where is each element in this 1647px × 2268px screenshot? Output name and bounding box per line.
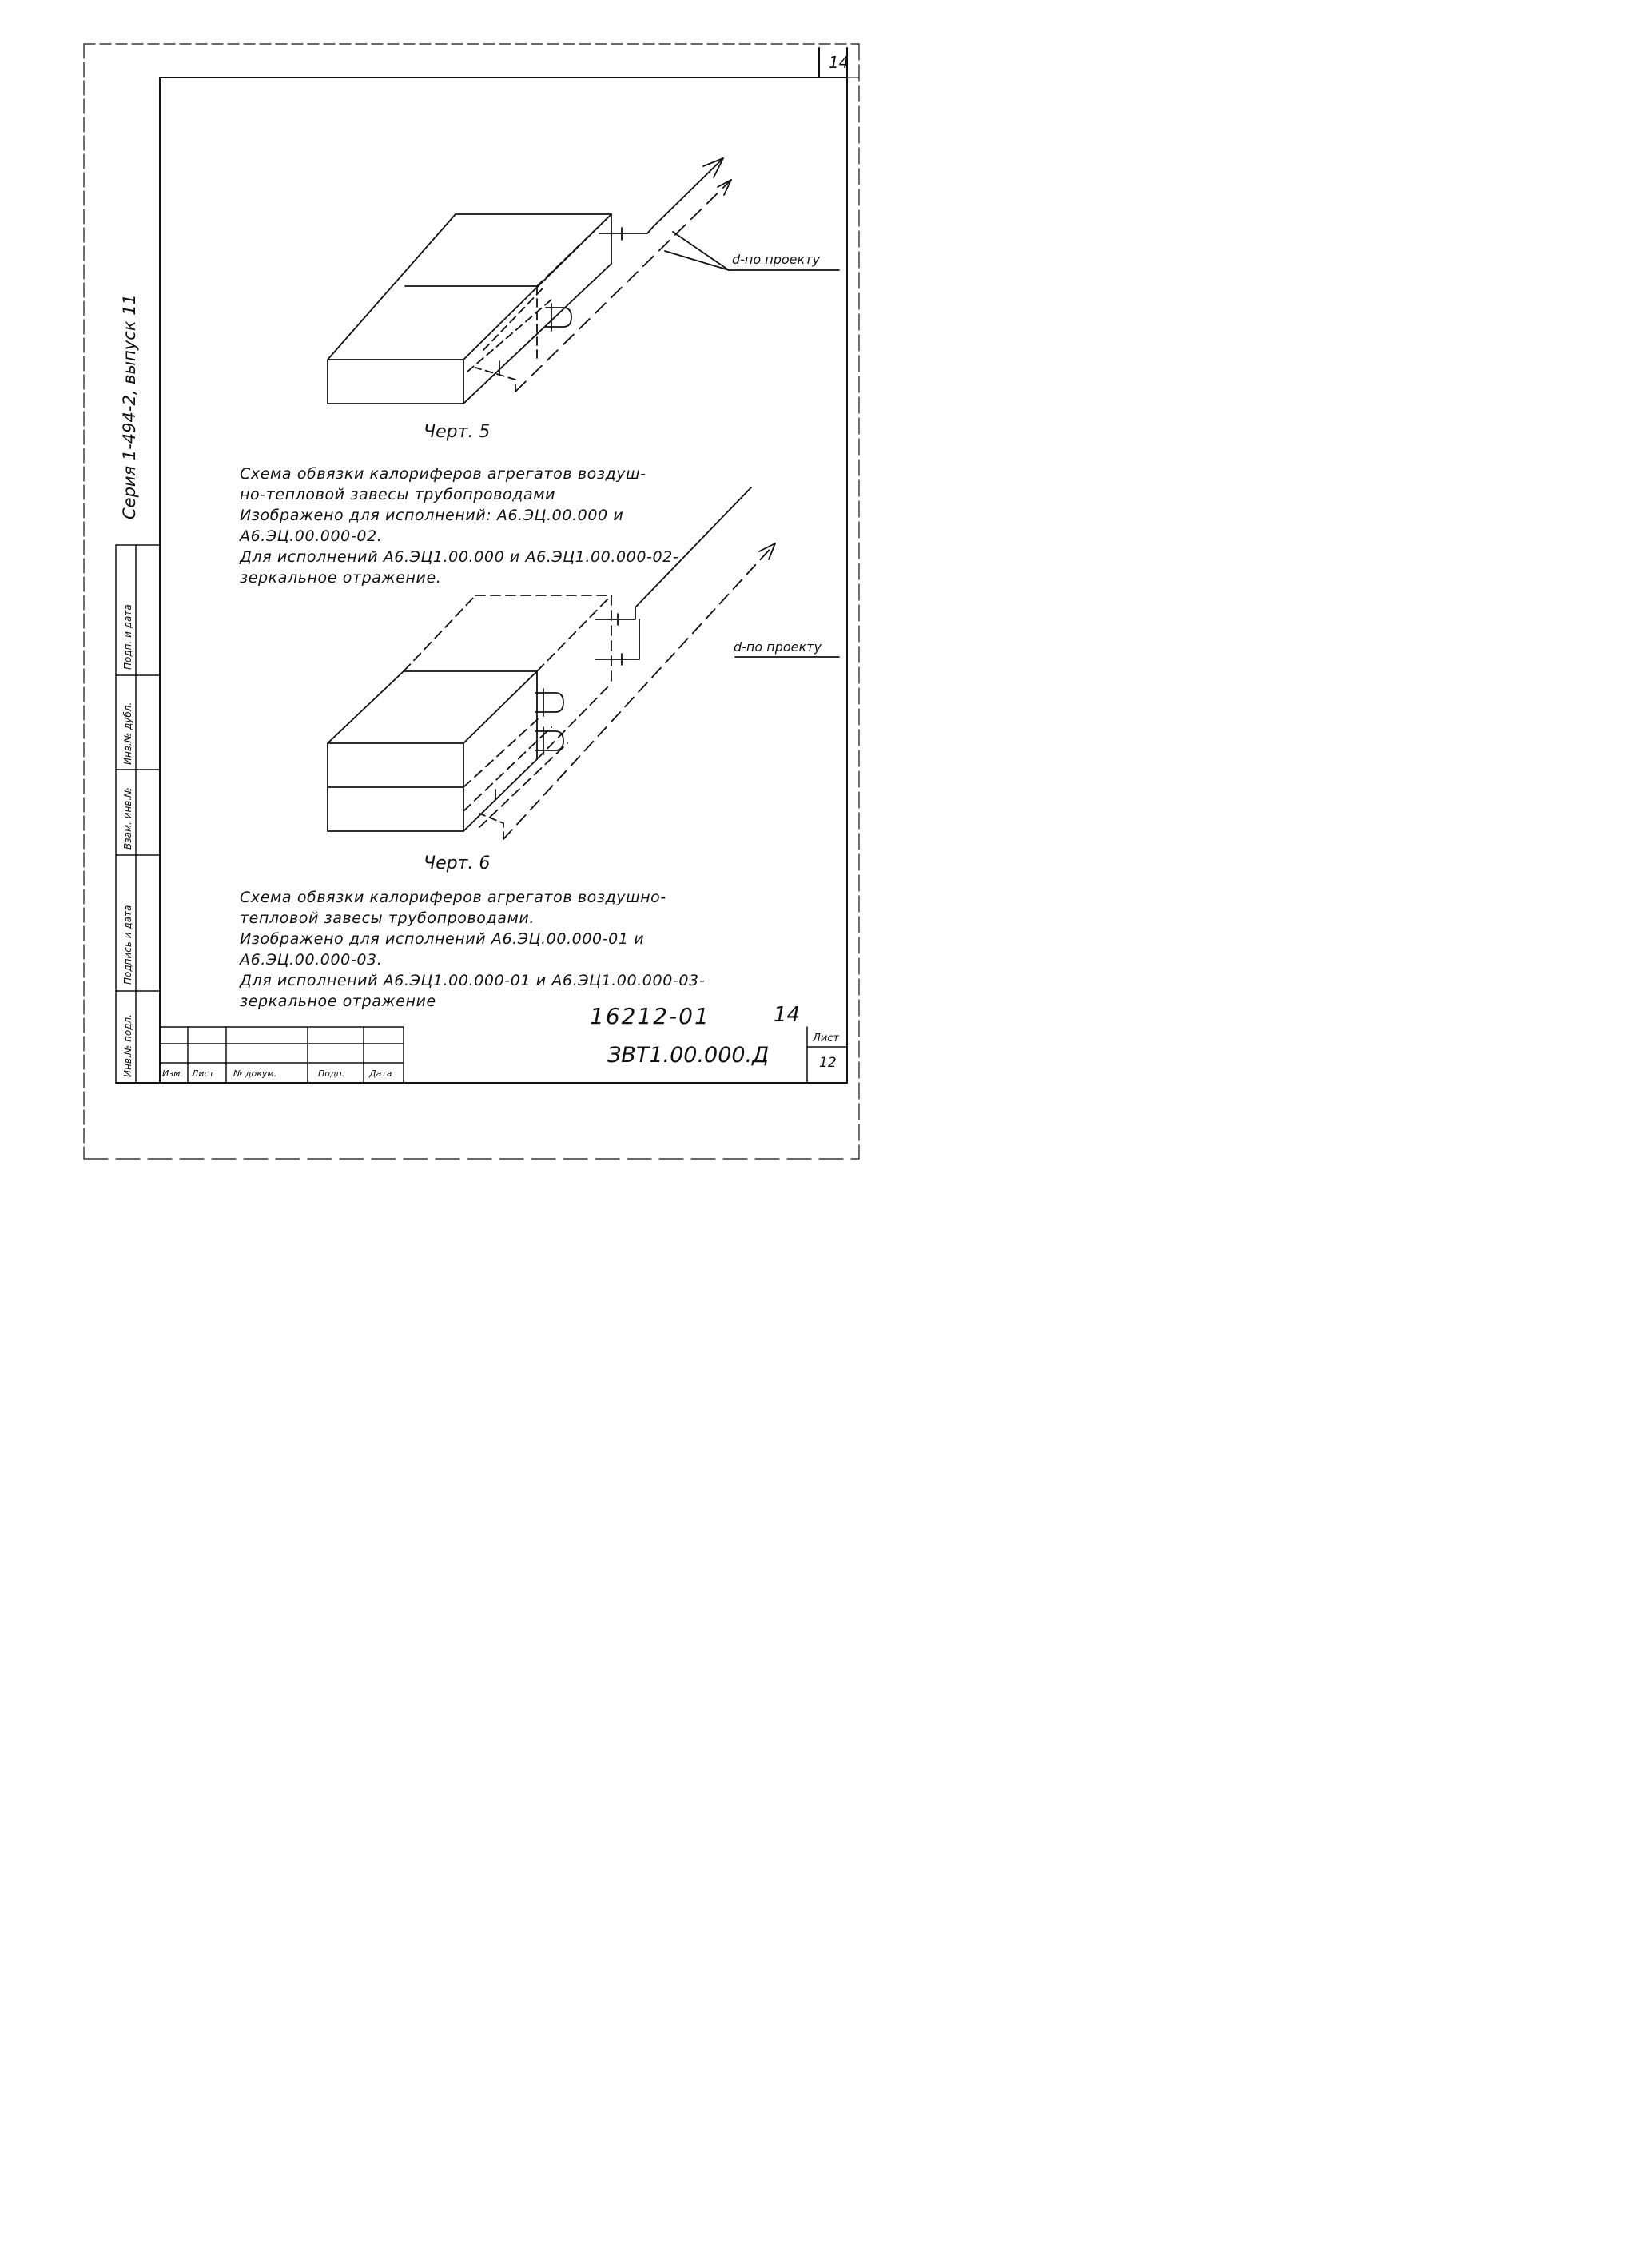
- title-col-label: Дата: [369, 1068, 392, 1079]
- description-line: Для исполнений А6.ЭЦ1.00.000 и А6.ЭЦ1.00.000-02-: [240, 548, 679, 566]
- drawing-6-caption: Черт. 6: [424, 853, 491, 873]
- description-line: Схема обвязки калориферов агрегатов воздушно-: [240, 889, 666, 906]
- side-stamp-cell: Инв.№ подл.: [122, 1014, 133, 1077]
- drawing-5-description: [240, 464, 678, 588]
- cipher: 16212-01: [590, 1003, 710, 1029]
- side-stamp-cell: Подпись и дата: [122, 905, 133, 985]
- title-col-label: Изм.: [162, 1068, 183, 1079]
- description-line: Схема обвязки калориферов агрегатов воздуш-: [240, 465, 646, 483]
- cipher-sheet: 14: [774, 1003, 801, 1027]
- description-line: А6.ЭЦ.00.000-03.: [240, 951, 383, 969]
- page-number: 14: [829, 53, 849, 72]
- description-line: Изображено для исполнений А6.ЭЦ.00.000-01 и: [240, 930, 645, 948]
- description-line: зеркальное отражение: [240, 993, 436, 1010]
- drawing-5-pipes: [467, 158, 839, 392]
- title-col-label: Подп.: [318, 1068, 345, 1079]
- side-stamp-cell: Взам. инв.№: [122, 787, 133, 850]
- side-stamp-cell: Подп. и дата: [122, 604, 133, 670]
- drawing-6-description: [240, 887, 705, 1012]
- sheet-number: 12: [819, 1055, 837, 1071]
- description-line: Изображено для исполнений: А6.ЭЦ.00.000 и: [240, 507, 624, 524]
- designation: ЗВТ1.00.000.Д: [607, 1043, 770, 1068]
- drawing-6-callout: d-по проекту: [734, 639, 822, 655]
- title-col-label: Лист: [192, 1068, 214, 1079]
- side-stamp-cell: Инв.№ дубл.: [122, 702, 133, 765]
- description-line: А6.ЭЦ.00.000-02.: [240, 527, 383, 545]
- title-col-label: № докум.: [233, 1068, 277, 1079]
- description-line: Для исполнений А6.ЭЦ1.00.000-01 и А6.ЭЦ1.00.000-03-: [240, 972, 706, 989]
- description-line: но-тепловой завесы трубопроводами: [240, 486, 556, 503]
- drawing-5-callout: d-по проекту: [732, 252, 820, 267]
- series-margin-note: Серия 1-494-2, выпуск 11: [120, 294, 139, 519]
- description-line: зеркальное отражение.: [240, 569, 442, 587]
- sheet-label: Лист: [813, 1033, 839, 1044]
- drawing-sheet: [0, 0, 903, 1279]
- drawing-6-block: [328, 595, 611, 831]
- description-line: тепловой завесы трубопроводами.: [240, 909, 535, 927]
- drawing-5-caption: Черт. 5: [424, 422, 491, 442]
